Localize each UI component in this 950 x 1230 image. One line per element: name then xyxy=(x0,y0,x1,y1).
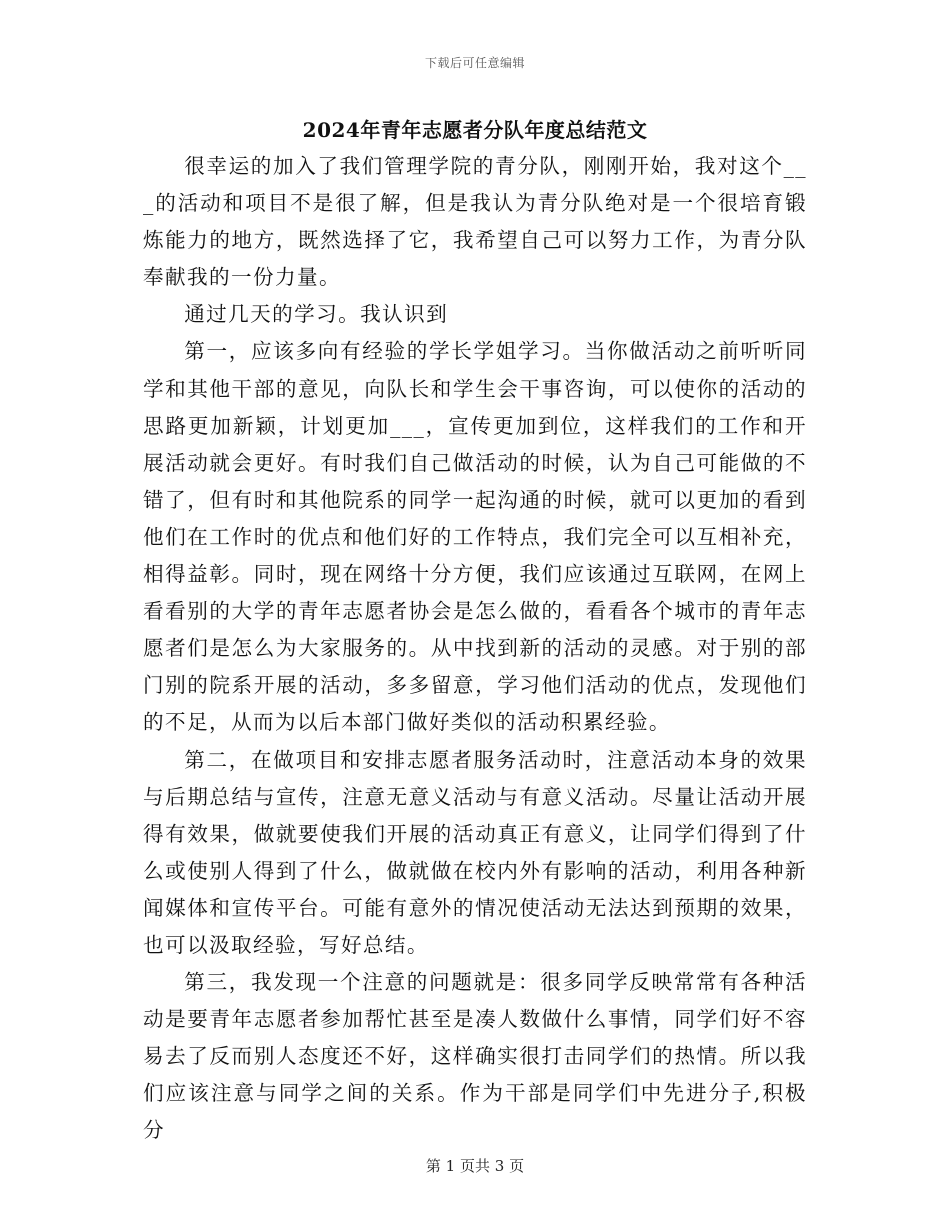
paragraph-first-point: 第一，应该多向有经验的学长学姐学习。当你做活动之前听听同学和其他干部的意见，向队长和学生会干事咨询，可以使你的活动的思路更加新颖，计划更加___，宣传更加到位，这样我们的工作和开展活动就会更好。有时我们自己做活动的时候，认为自己可能做的不错了，但有时和其他院系的同学一起沟通的时候，就可以更加的看到他们在工作时的优点和他们好的工作特点，我们完全可以互相补充，相得益彰。同时，现在网络十分方便，我们应该通过互联网，在网上看看别的大学的青年志愿者协会是怎么做的，看看各个城市的青年志愿者们是怎么为大家服务的。从中找到新的活动的灵感。对于别的部门别的院系开展的活动，多多留意，学习他们活动的优点，发现他们的不足，从而为以后本部门做好类似的活动积累经验。 xyxy=(143,339,807,735)
paragraph-second-point: 第二，在做项目和安排志愿者服务活动时，注意活动本身的效果与后期总结与宣传，注意无意义活动与有意义活动。尽量让活动开展得有效果，做就要使我们开展的活动真正有意义，让同学们得到了什么或使别人得到了什么，做就做在校内外有影响的活动，利用各种新闻媒体和宣传平台。可能有意外的情况使活动无法达到预期的效果，也可以汲取经验，写好总结。 xyxy=(143,747,807,957)
document-body xyxy=(143,148,807,1150)
document-title: 2024年青年志愿者分队年度总结范文 xyxy=(302,118,648,142)
header-note: 下载后可任意编辑 xyxy=(424,56,525,70)
page-footer: 第 1 页共 3 页 xyxy=(425,1157,525,1175)
paragraph-third-point: 第三，我发现一个注意的问题就是：很多同学反映常常有各种活动是要青年志愿者参加帮忙甚至是凑人数做什么事情，同学们好不容易去了反而别人态度还不好，这样确实很打击同学们的热情。所以我们应该注意与同学之间的关系。作为干部是同学们中先进分子,积极分 xyxy=(143,970,807,1143)
paragraph-intro: 很幸运的加入了我们管理学院的青分队，刚刚开始，我对这个___的活动和项目不是很了解，但是我认为青分队绝对是一个很培育锻炼能力的地方，既然选择了它，我希望自己可以努力工作，为青分队奉献我的一份力量。 xyxy=(143,154,807,290)
paragraph-learning: 通过几天的学习。我认识到 xyxy=(184,302,449,327)
